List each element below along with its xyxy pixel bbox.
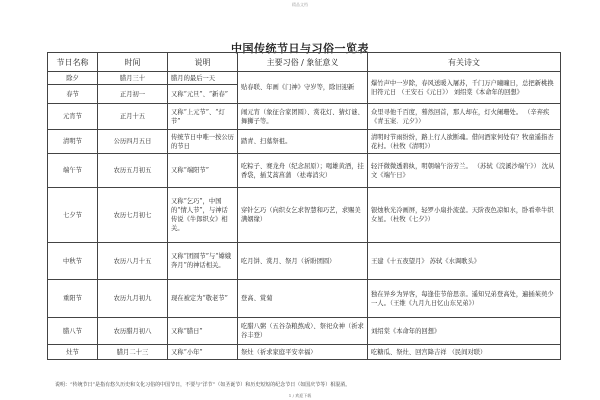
festival-time: 农历五月初五 [98,154,168,188]
column-header-time: 时间 [98,53,168,72]
watermark: 精品文档 [292,2,308,7]
column-header-description: 说明 [168,53,238,72]
festival-name: 中秋节 [48,243,98,280]
festival-description: 腊月的最后一天 [168,72,238,85]
festival-description: 又称“端阳节” [168,154,238,188]
table-row [48,72,561,85]
page-title: 中国传统节日与习俗一览表 [231,42,369,55]
table-header-row [48,53,561,72]
festival-description: 又称“乞巧”，中国的“情人节”，与神话传说《牛郎织女》相关。 [168,188,238,243]
festival-name: 春节 [48,85,98,104]
festival-poems: 吃糖瓜、祭灶、回宫降吉祥 （民间对联） [368,345,561,360]
table-row [48,345,561,360]
festival-time: 公历四月五日 [98,130,168,154]
footnote: 说明：“传统节日”是指有悠久历史和文化习俗的中国节日，不要与“洋节”（如圣诞节）和历史短短的纪念节日（如国庆节等）相混淆。 [55,382,351,388]
page-footer: 1 / 欢迎下载 [288,393,312,398]
festival-customs: 登高、赏菊 [238,280,368,318]
festival-time: 农历七月初七 [98,188,168,243]
festival-customs: 踏青、扫墓祭祖。 [238,130,368,154]
festival-time: 正月初一 [98,85,168,104]
festival-poems: 轻汗微微透碧纨，明朝端午浴芳兰。 （苏轼《浣溪沙端午》） 沈从文《端午日》 [368,154,561,188]
column-header-poems: 有关诗文 [368,53,561,72]
festival-description: 又称“团圆节”与“嫦娥奔月”的神话相关。 [168,243,238,280]
festival-poems: 爆竹声中一岁除，春风送暖入屠苏，千门万户曈曈日，总把新桃换旧符元日 （王安石《元日》） 刘绍棠《本命年的回想》 [368,72,561,104]
festival-poems: 众里寻他千百度，蓦然回首，那人却在，灯火阑珊处。 （辛弃疾《青玉案．元夕》） [368,104,561,130]
festival-name: 七夕节 [48,188,98,243]
festival-poems: 银烛秋光冷画屏，轻罗小扇扑流萤。天阶夜色凉如水，卧看牵牛织女星。（杜牧《七夕》） [368,188,561,243]
festival-time: 腊月三十 [98,72,168,85]
festival-name: 元宵节 [48,104,98,130]
festival-time: 农历八月十五 [98,243,168,280]
table-row [48,243,561,280]
festival-name: 端午节 [48,154,98,188]
festival-customs: 闹元宵（象征合家团圆）、赏花灯、猜灯谜、舞狮子等。 [238,104,368,130]
festival-customs: 吃粽子、赛龙舟（纪念屈原）；喝雄黄酒，挂香袋，插艾蒿菖蒲 （祛毒消灾） [238,154,368,188]
festival-description: 现在被定为“敬老节” [168,280,238,318]
festival-time: 农历腊月初八 [98,318,168,345]
festival-name: 清明节 [48,130,98,154]
column-header-name: 节日名称 [48,53,98,72]
column-header-customs: 主要习俗 / 象征意义 [238,53,368,72]
festival-table [47,52,561,360]
table-row [48,280,561,318]
festival-description: 又称“腊日” [168,318,238,345]
table-row [48,154,561,188]
festival-time: 腊月二十三 [98,345,168,360]
festival-description: 又称“上元节”、“灯节” [168,104,238,130]
festival-customs: 祭灶（祈求家庭平安幸福） [238,345,368,360]
table-row [48,130,561,154]
table-row [48,104,561,130]
festival-name: 灶节 [48,345,98,360]
festival-poems: 刘绍棠《本命年的回想》 [368,318,561,345]
festival-name: 除夕 [48,72,98,85]
festival-customs: 吃月饼、赏月、祭月（祈盼团圆） [238,243,368,280]
festival-name: 重阳节 [48,280,98,318]
festival-name: 腊八节 [48,318,98,345]
table-row [48,188,561,243]
festival-poems: 清明时节雨纷纷，路上行人欲断魂。借问酒家何处有？牧童遥指杏花村。（杜牧《清明》） [368,130,561,154]
festival-customs: 吃腊八粥（五谷杂粮熬成）、祭祀众神（祈求谷丰登） [238,318,368,345]
festival-time: 农历九月初九 [98,280,168,318]
festival-description: 又称“元旦”、“新春” [168,85,238,104]
festival-poems: 独在异乡为异客，每逢佳节倍思亲。遥知兄弟登高处，遍插茱萸少一人。（王维《九月九日忆山东兄弟》） [368,280,561,318]
festival-customs: 贴春联、年画《门神》守岁等，除旧迎新 [238,72,368,104]
table-row [48,318,561,345]
festival-time: 正月十五 [98,104,168,130]
festival-poems: 王建《十五夜望月》 苏轼《水调歌头》 [368,243,561,280]
festival-customs: 穿针乞巧（向织女乞求智慧和巧艺，求赐美满姻缘） [238,188,368,243]
festival-description: 传统节日中唯一按公历的节日 [168,130,238,154]
festival-description: 又称“小年” [168,345,238,360]
